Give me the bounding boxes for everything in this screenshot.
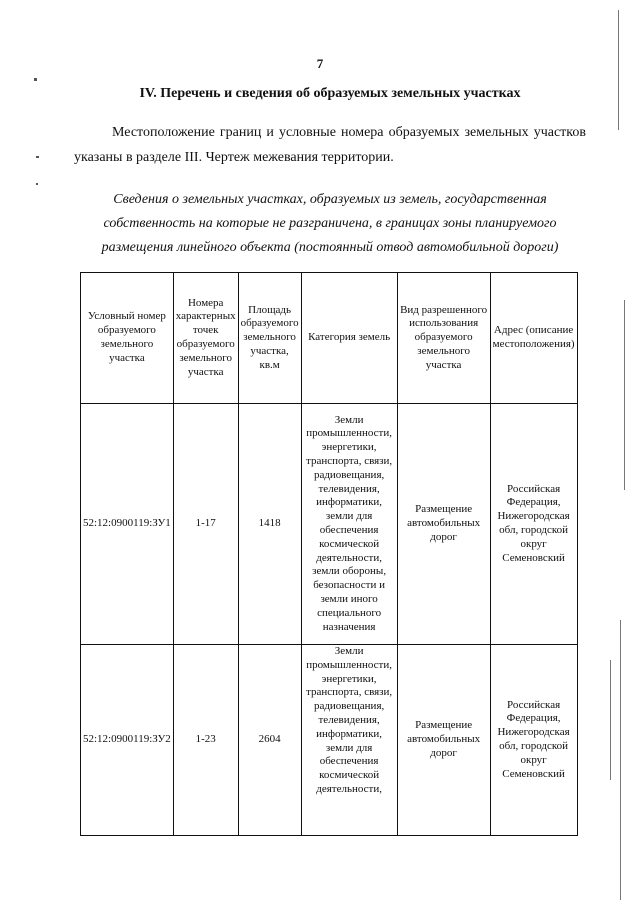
area-cell: 2604	[238, 645, 301, 836]
header-plot-number: Условный номер образуемого земельного участка	[81, 273, 174, 404]
intro-paragraph: Местоположение границ и условные номера образуемых земельных участков указаны в разделе III. Чертеж межевания территории.	[74, 125, 586, 165]
table-row	[81, 645, 578, 836]
scan-dot	[34, 78, 37, 81]
header-area: Площадь образуемого земельного участка, кв.м	[238, 273, 301, 404]
permitted-use-cell: Размещение автомобильных дорог	[397, 404, 490, 645]
point-numbers-cell: 1-23	[173, 645, 238, 836]
scan-edge-line	[610, 660, 611, 780]
page-number: 7	[316, 56, 324, 71]
address-cell: Российская Федерация, Нижегородская обл, городской округ Семеновский	[490, 404, 577, 645]
address-cell: Российская Федерация, Нижегородская обл, городской округ Семеновский	[490, 645, 577, 836]
plot-number-cell: 52:12:0900119:ЗУ2	[81, 645, 174, 836]
scan-edge-line	[620, 620, 621, 900]
section-heading: IV. Перечень и сведения об образуемых земельных участках	[139, 86, 521, 101]
header-address: Адрес (описание местоположения)	[490, 273, 577, 404]
land-category-cell: Земли промышленности, энергетики, транспорта, связи, радиовещания, телевидения, информатики, земли для обеспечения космической деятельности, земли обороны, безопасности и земли иного специального назначения	[301, 404, 397, 645]
permitted-use-cell: Размещение автомобильных дорог	[397, 645, 490, 836]
plot-number-cell: 52:12:0900119:ЗУ1	[81, 404, 174, 645]
header-point-numbers: Номера характерных точек образуемого земельного участка	[173, 273, 238, 404]
area-cell: 1418	[238, 404, 301, 645]
table-caption: Сведения о земельных участках, образуемых из земель, государственная собственность на которые не разграничена, в границах зоны планируемого размещения линейного объекта (постоянный отвод автомобильной дороги)	[101, 192, 559, 255]
header-land-category: Категория земель	[301, 273, 397, 404]
scan-edge-line	[624, 300, 625, 490]
table-row	[81, 404, 578, 645]
scan-dot	[36, 183, 38, 185]
table-header-row	[81, 273, 578, 404]
land-category-cell: Земли промышленности, энергетики, транспорта, связи, радиовещания, телевидения, информатики, земли для обеспечения космической деятельности,	[301, 645, 397, 836]
land-plots-table	[80, 272, 578, 836]
point-numbers-cell: 1-17	[173, 404, 238, 645]
scan-dot	[36, 156, 39, 158]
scan-edge-line	[618, 10, 619, 130]
header-permitted-use: Вид разрешенного использования образуемого земельного участка	[397, 273, 490, 404]
